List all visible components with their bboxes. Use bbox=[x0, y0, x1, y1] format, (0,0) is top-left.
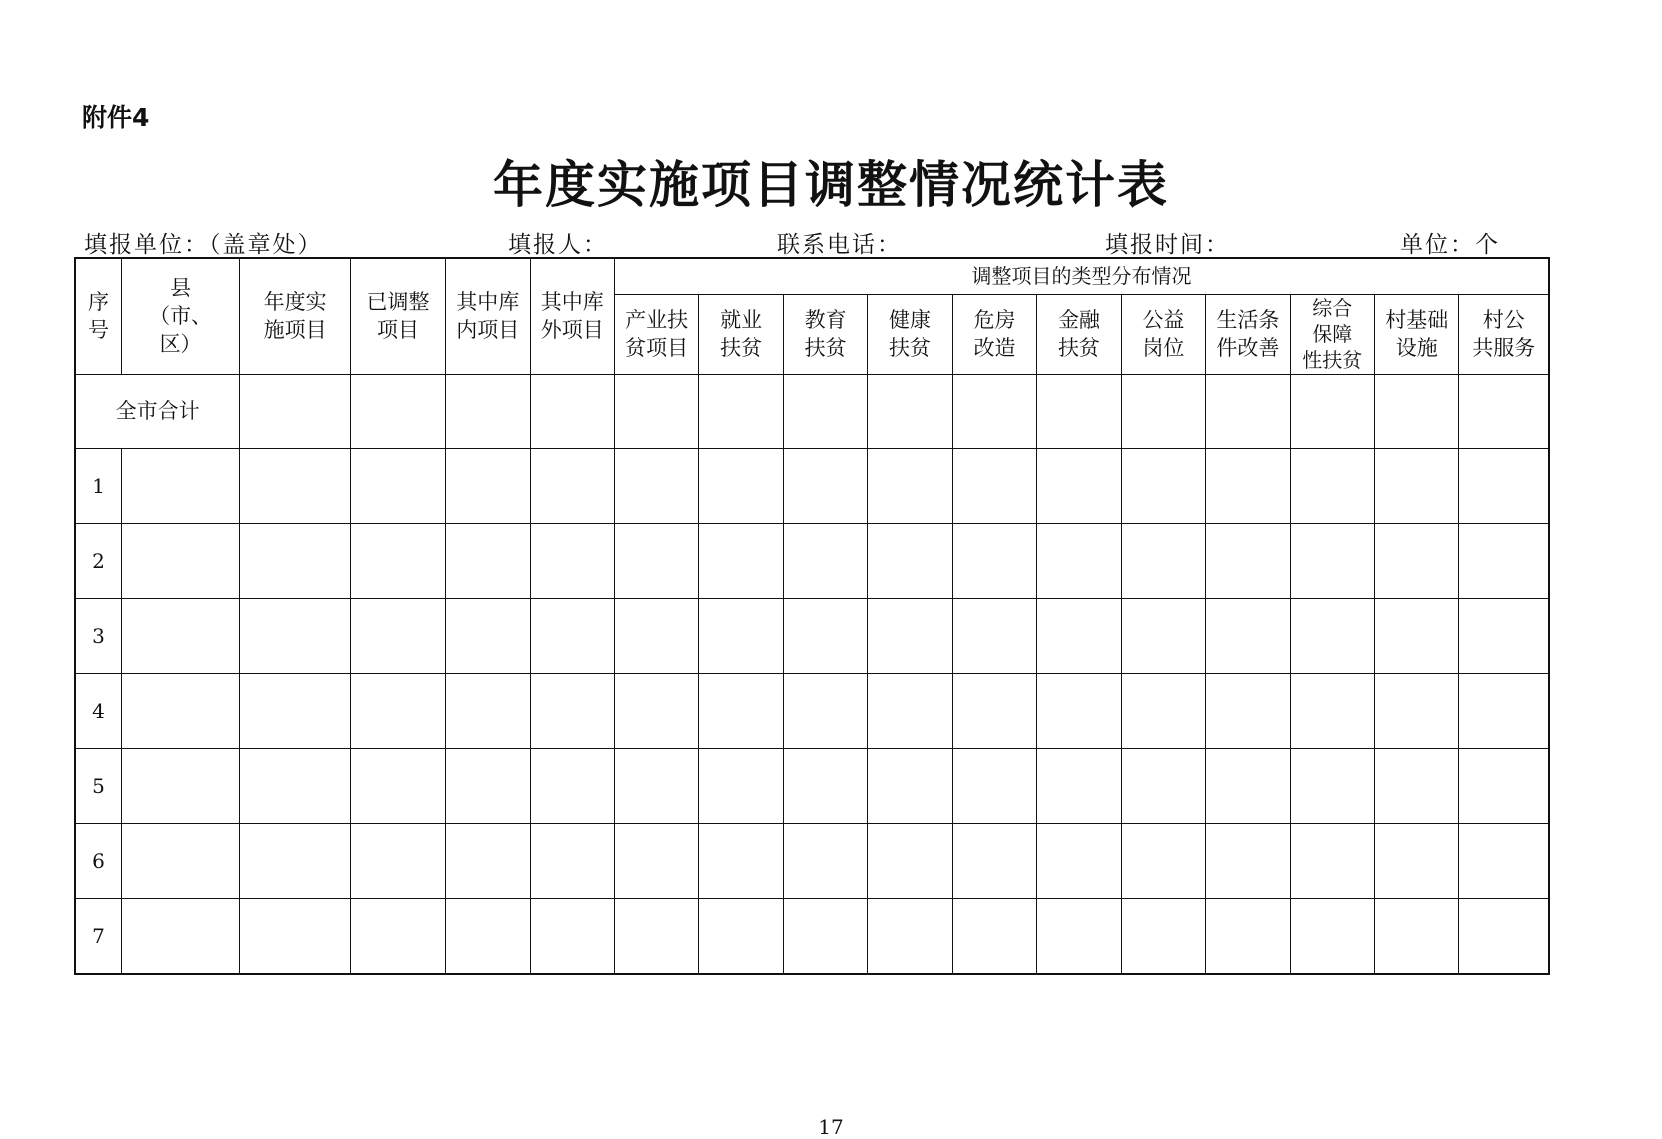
table-cell[interactable] bbox=[121, 748, 239, 823]
header-type-social-security: 综合 保障 性扶贫 bbox=[1290, 294, 1374, 374]
row-number: 7 bbox=[75, 898, 121, 974]
table-cell[interactable] bbox=[1121, 374, 1205, 448]
total-label: 全市合计 bbox=[75, 374, 240, 448]
table-cell[interactable] bbox=[121, 523, 239, 598]
table-cell[interactable] bbox=[530, 448, 614, 523]
row-number: 5 bbox=[75, 748, 121, 823]
table-cell[interactable] bbox=[1459, 748, 1549, 823]
header-type-finance: 金融 扶贫 bbox=[1037, 294, 1121, 374]
table-cell[interactable] bbox=[1121, 748, 1205, 823]
table-cell[interactable] bbox=[614, 523, 698, 598]
table-cell[interactable] bbox=[351, 523, 446, 598]
attachment-label: 附件4 bbox=[82, 103, 150, 132]
table-cell[interactable] bbox=[351, 673, 446, 748]
table-cell[interactable] bbox=[1459, 374, 1549, 448]
table-cell[interactable] bbox=[1459, 598, 1549, 673]
table-cell[interactable] bbox=[1375, 598, 1459, 673]
table-cell[interactable] bbox=[530, 898, 614, 974]
table-cell[interactable] bbox=[1206, 748, 1290, 823]
table-cell[interactable] bbox=[1037, 523, 1121, 598]
table-cell[interactable] bbox=[351, 898, 446, 974]
table-cell[interactable] bbox=[1206, 673, 1290, 748]
table-cell[interactable] bbox=[699, 823, 783, 898]
table-row bbox=[75, 898, 1549, 974]
table-cell[interactable] bbox=[530, 748, 614, 823]
table-cell[interactable] bbox=[351, 748, 446, 823]
table-cell[interactable] bbox=[1206, 448, 1290, 523]
table-cell[interactable] bbox=[1375, 748, 1459, 823]
table-cell[interactable] bbox=[240, 523, 351, 598]
header-type-industry: 产业扶 贫项目 bbox=[614, 294, 698, 374]
table-cell[interactable] bbox=[121, 673, 239, 748]
table-cell[interactable] bbox=[783, 823, 867, 898]
table-cell[interactable] bbox=[351, 448, 446, 523]
table-cell[interactable] bbox=[868, 823, 952, 898]
table-cell[interactable] bbox=[1290, 673, 1374, 748]
table-cell[interactable] bbox=[1459, 448, 1549, 523]
table-cell[interactable] bbox=[699, 448, 783, 523]
table-cell[interactable] bbox=[446, 823, 530, 898]
table-cell[interactable] bbox=[446, 748, 530, 823]
table-cell[interactable] bbox=[1375, 523, 1459, 598]
table-cell[interactable] bbox=[351, 374, 446, 448]
table-row bbox=[75, 598, 1549, 673]
table-cell[interactable] bbox=[699, 673, 783, 748]
table-cell[interactable] bbox=[1206, 374, 1290, 448]
header-type-education: 教育 扶贫 bbox=[783, 294, 867, 374]
table-cell[interactable] bbox=[1121, 523, 1205, 598]
table-cell[interactable] bbox=[446, 898, 530, 974]
table-cell[interactable] bbox=[351, 823, 446, 898]
table-cell[interactable] bbox=[868, 598, 952, 673]
table-cell[interactable] bbox=[783, 523, 867, 598]
table-cell[interactable] bbox=[614, 823, 698, 898]
table-cell[interactable] bbox=[240, 898, 351, 974]
table-cell[interactable] bbox=[530, 374, 614, 448]
table-cell[interactable] bbox=[446, 523, 530, 598]
table-cell[interactable] bbox=[240, 448, 351, 523]
phone-label: 联系电话： bbox=[777, 232, 902, 258]
table-cell[interactable] bbox=[121, 823, 239, 898]
table-cell[interactable] bbox=[1206, 823, 1290, 898]
table-cell[interactable] bbox=[446, 374, 530, 448]
table-cell[interactable] bbox=[868, 523, 952, 598]
table-cell[interactable] bbox=[1121, 673, 1205, 748]
table-cell[interactable] bbox=[1037, 748, 1121, 823]
table-cell[interactable] bbox=[1375, 448, 1459, 523]
table-cell[interactable] bbox=[699, 523, 783, 598]
table-cell[interactable] bbox=[1121, 448, 1205, 523]
row-number: 1 bbox=[75, 448, 121, 523]
table-cell[interactable] bbox=[1290, 598, 1374, 673]
table-cell[interactable] bbox=[1459, 523, 1549, 598]
table-cell[interactable] bbox=[614, 673, 698, 748]
table-cell[interactable] bbox=[1037, 598, 1121, 673]
table-cell[interactable] bbox=[952, 598, 1036, 673]
row-number: 2 bbox=[75, 523, 121, 598]
table-cell[interactable] bbox=[952, 448, 1036, 523]
table-cell[interactable] bbox=[1037, 823, 1121, 898]
header-type-village-infrastructure: 村基础 设施 bbox=[1375, 294, 1459, 374]
table-cell[interactable] bbox=[868, 673, 952, 748]
table-cell[interactable] bbox=[530, 673, 614, 748]
table-cell[interactable] bbox=[121, 448, 239, 523]
table-cell[interactable] bbox=[1290, 374, 1374, 448]
filler-label: 填报人： bbox=[508, 232, 608, 258]
table-cell[interactable] bbox=[868, 448, 952, 523]
table-cell[interactable] bbox=[868, 374, 952, 448]
table-cell[interactable] bbox=[952, 673, 1036, 748]
table-row bbox=[75, 448, 1549, 523]
table-cell[interactable] bbox=[1290, 898, 1374, 974]
row-number: 4 bbox=[75, 673, 121, 748]
table-cell[interactable] bbox=[446, 673, 530, 748]
table-cell[interactable] bbox=[699, 598, 783, 673]
table-cell[interactable] bbox=[952, 823, 1036, 898]
table-cell[interactable] bbox=[240, 598, 351, 673]
table-row bbox=[75, 823, 1549, 898]
table-cell[interactable] bbox=[1459, 823, 1549, 898]
table-cell[interactable] bbox=[240, 748, 351, 823]
table-cell[interactable] bbox=[530, 598, 614, 673]
table-cell[interactable] bbox=[868, 898, 952, 974]
table-cell[interactable] bbox=[1290, 448, 1374, 523]
table-cell[interactable] bbox=[783, 598, 867, 673]
table-cell[interactable] bbox=[783, 673, 867, 748]
table-cell[interactable] bbox=[1375, 823, 1459, 898]
table-cell[interactable] bbox=[121, 598, 239, 673]
table-cell[interactable] bbox=[1375, 374, 1459, 448]
report-time-label: 填报时间： bbox=[1105, 232, 1230, 258]
table-cell[interactable] bbox=[1121, 898, 1205, 974]
table-cell[interactable] bbox=[1290, 823, 1374, 898]
header-type-housing: 危房 改造 bbox=[952, 294, 1036, 374]
table-cell[interactable] bbox=[1459, 673, 1549, 748]
table-cell[interactable] bbox=[351, 598, 446, 673]
header-type-employment: 就业 扶贫 bbox=[699, 294, 783, 374]
table-cell[interactable] bbox=[614, 598, 698, 673]
table-cell[interactable] bbox=[1206, 523, 1290, 598]
measure-unit-label: 单位：个 bbox=[1400, 232, 1500, 258]
row-number: 3 bbox=[75, 598, 121, 673]
table-cell[interactable] bbox=[783, 898, 867, 974]
header-type-public-posts: 公益 岗位 bbox=[1121, 294, 1205, 374]
header-type-health: 健康 扶贫 bbox=[868, 294, 952, 374]
table-cell[interactable] bbox=[783, 748, 867, 823]
header-type-distribution: 调整项目的类型分布情况 bbox=[614, 258, 1549, 294]
table-cell[interactable] bbox=[1206, 598, 1290, 673]
table-cell[interactable] bbox=[240, 374, 351, 448]
table-cell[interactable] bbox=[952, 898, 1036, 974]
header-seq: 序 号 bbox=[75, 258, 121, 374]
table-cell[interactable] bbox=[614, 448, 698, 523]
header-in-library: 其中库 内项目 bbox=[446, 258, 530, 374]
header-county: 县 （市、 区） bbox=[121, 258, 239, 374]
statistics-table bbox=[74, 257, 1550, 975]
table-cell[interactable] bbox=[240, 673, 351, 748]
table-cell[interactable] bbox=[952, 523, 1036, 598]
table-cell[interactable] bbox=[1375, 898, 1459, 974]
table-cell[interactable] bbox=[1459, 898, 1549, 974]
table-cell[interactable] bbox=[699, 374, 783, 448]
header-adjusted-projects: 已调整 项目 bbox=[351, 258, 446, 374]
table-cell[interactable] bbox=[1121, 823, 1205, 898]
table-cell[interactable] bbox=[1121, 598, 1205, 673]
header-annual-projects: 年度实 施项目 bbox=[240, 258, 351, 374]
table-cell[interactable] bbox=[240, 823, 351, 898]
header-type-village-public-service: 村公 共服务 bbox=[1459, 294, 1549, 374]
table-cell[interactable] bbox=[1037, 448, 1121, 523]
table-cell[interactable] bbox=[446, 448, 530, 523]
table-cell[interactable] bbox=[446, 598, 530, 673]
total-row bbox=[75, 374, 1549, 448]
row-number: 6 bbox=[75, 823, 121, 898]
table-cell[interactable] bbox=[1206, 898, 1290, 974]
table-cell[interactable] bbox=[783, 448, 867, 523]
table-cell[interactable] bbox=[699, 898, 783, 974]
reporting-unit-label: 填报单位：（盖章处） bbox=[84, 232, 323, 258]
table-row bbox=[75, 673, 1549, 748]
table-row bbox=[75, 523, 1549, 598]
page-number: 17 bbox=[818, 1115, 844, 1139]
page-title: 年度实施项目调整情况统计表 bbox=[493, 156, 1169, 214]
table-cell[interactable] bbox=[783, 374, 867, 448]
table-row bbox=[75, 748, 1549, 823]
table-cell[interactable] bbox=[699, 748, 783, 823]
header-type-living-conditions: 生活条 件改善 bbox=[1206, 294, 1290, 374]
table-cell[interactable] bbox=[1037, 374, 1121, 448]
table-cell[interactable] bbox=[614, 748, 698, 823]
table-cell[interactable] bbox=[121, 898, 239, 974]
table-cell[interactable] bbox=[1037, 673, 1121, 748]
table-cell[interactable] bbox=[1037, 898, 1121, 974]
table-cell[interactable] bbox=[868, 748, 952, 823]
table-cell[interactable] bbox=[952, 374, 1036, 448]
table-cell[interactable] bbox=[1290, 523, 1374, 598]
header-out-library: 其中库 外项目 bbox=[530, 258, 614, 374]
table-cell[interactable] bbox=[952, 748, 1036, 823]
table-cell[interactable] bbox=[530, 823, 614, 898]
table-cell[interactable] bbox=[1290, 748, 1374, 823]
table-cell[interactable] bbox=[530, 523, 614, 598]
table-cell[interactable] bbox=[614, 898, 698, 974]
table-cell[interactable] bbox=[614, 374, 698, 448]
table-cell[interactable] bbox=[1375, 673, 1459, 748]
